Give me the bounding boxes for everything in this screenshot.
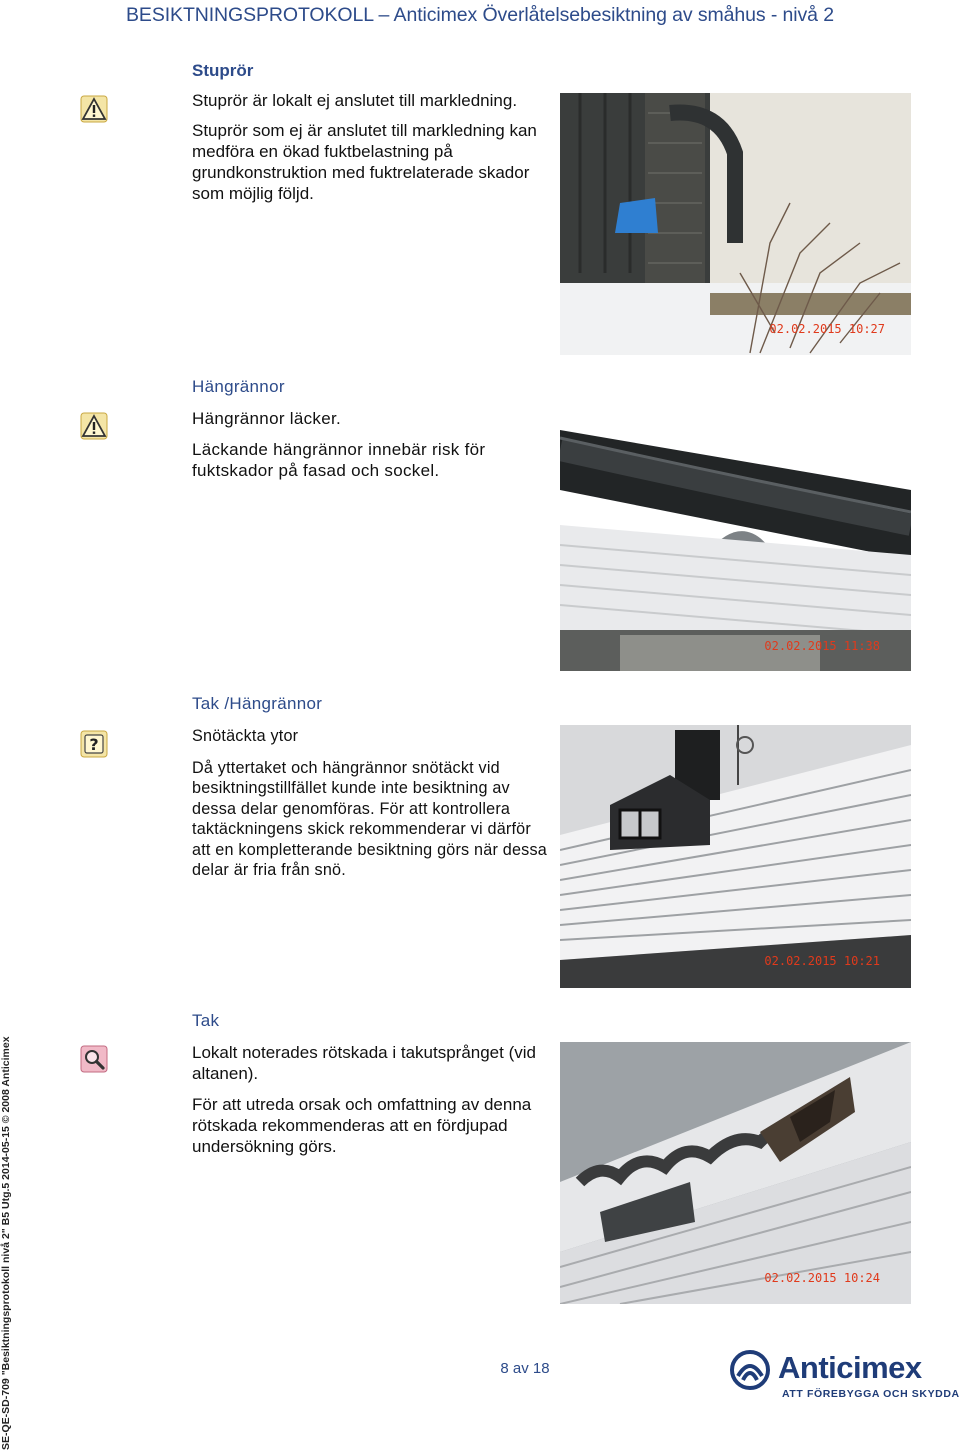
warning-icon [80, 412, 108, 440]
section-tak [192, 1010, 547, 1157]
photo-timestamp: 02.02.2015 10:21 [764, 954, 880, 968]
recommendation-text: Läckande hängrännor innebär risk för fuktskador på fasad och sockel. [192, 440, 486, 480]
warning-icon [80, 95, 108, 123]
finding-text: Stuprör är lokalt ej anslutet till markledning. [192, 91, 518, 110]
photo-downpipe [560, 93, 911, 355]
recommendation-text: För att utreda orsak och omfattning av denna rötskada rekommenderas att en fördjupad undersökning görs. [192, 1095, 532, 1156]
photo-rot-damage [560, 1042, 911, 1304]
logo-tagline: ATT FÖREBYGGA OCH SKYDDA [782, 1388, 960, 1400]
section-title: Tak /Hängrännor [192, 694, 323, 713]
svg-text:?: ? [89, 735, 99, 754]
photo-gutter [560, 430, 911, 671]
section-title: Hängrännor [192, 377, 285, 396]
photo-timestamp: 02.02.2015 10:27 [769, 322, 885, 336]
photo-timestamp: 02.02.2015 11:38 [764, 639, 880, 653]
question-icon [80, 730, 108, 758]
magnifier-icon [80, 1045, 108, 1073]
photo-timestamp: 02.02.2015 10:24 [764, 1271, 880, 1285]
section-stupror [192, 60, 547, 204]
recommendation-text: Stuprör som ej är anslutet till markledning kan medföra en ökad fuktbelastning på grundkonstruktion med fuktrelaterade skador som möjlig följd. [192, 121, 537, 203]
page-number: 8 av 18 [500, 1360, 550, 1377]
anticimex-logo-mark-icon [730, 1350, 774, 1390]
finding-text: Snötäckta ytor [192, 727, 299, 745]
section-title: Tak [192, 1011, 220, 1030]
section-title: Stuprör [192, 61, 254, 80]
photo-snowy-roof [560, 725, 911, 988]
finding-text: Hängrännor läcker. [192, 409, 342, 428]
logo-wordmark: Anticimex [778, 1350, 922, 1385]
anticimex-logo [730, 1350, 960, 1406]
section-tak-hangrannor [192, 693, 547, 881]
finding-text: Lokalt noterades rötskada i takutsprånget (vid altanen). [192, 1043, 536, 1083]
recommendation-text: Då yttertaket och hängrännor snötäckt vid besiktningstillfället kunde inte besiktning av dessa delar genomföras. För att kontrollera taktäckningens skick rekommenderar vi därför att en kompletterande besiktning görs när dessa delar är fria från snö. [192, 758, 547, 879]
document-header-title: BESIKTNINGSPROTOKOLL – Anticimex Överlåtelsebesiktning av småhus - nivå 2 [126, 4, 834, 26]
document-reference-side-text: SE-QE-SD-709 "Besiktningsprotokoll nivå 2" B5 Utg.5 2014-05-15 © 2008 Anticimex [0, 1036, 12, 1450]
section-hangrannor [192, 376, 547, 481]
